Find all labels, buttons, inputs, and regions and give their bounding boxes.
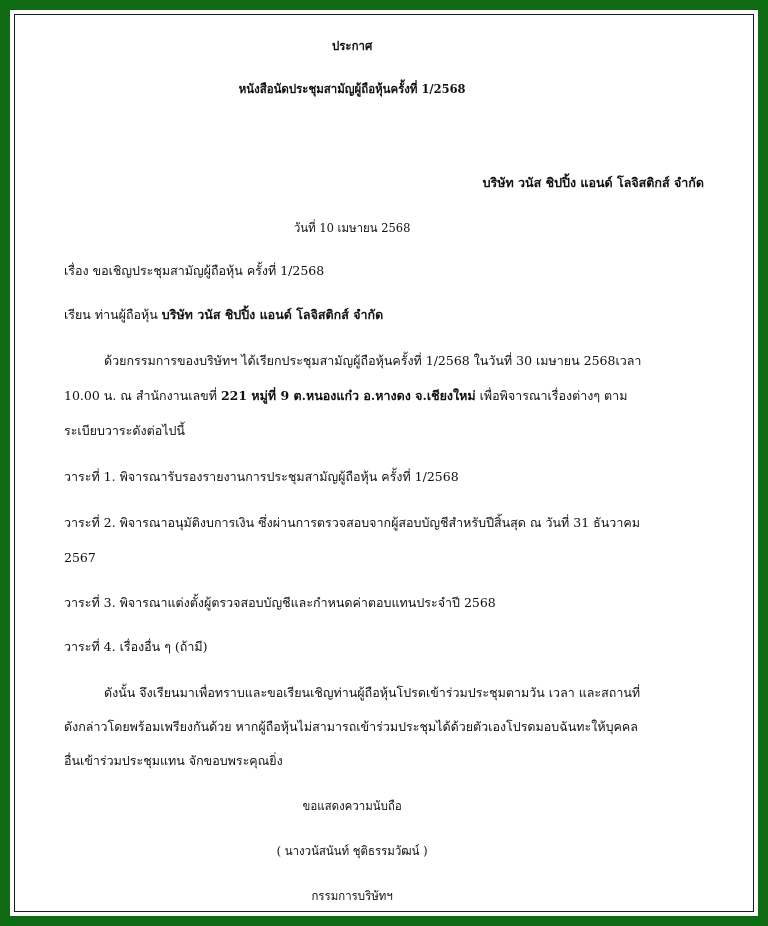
recipient-prefix: เรียน ท่านผู้ถือหุ้น xyxy=(64,307,162,322)
agenda-item-4: วาระที่ 4. เรื่องอื่น ๆ (ถ้ามี) xyxy=(64,639,208,654)
intro-time-venue: 10.00 น. ณ สำนักงานเลขที่ xyxy=(64,388,221,403)
recipient-company: บริษัท วนัส ชิปปิ้ง แอนด์ โลจิสติกส์ จำกัด xyxy=(161,307,384,322)
intro-purpose: เพื่อพิจารณาเรื่องต่างๆ ตาม xyxy=(475,388,628,403)
company-name: บริษัท วนัส ชิปปิ้ง แอนด์ โลจิสติกส์ จำกัด xyxy=(482,175,704,190)
signatory-name: ( นางวนัสนันท์ ชุติธรรมวัฒน์ ) xyxy=(276,843,428,858)
intro-line-3: ระเบียบวาระดังต่อไปนี้ xyxy=(64,423,185,438)
agenda-item-3: วาระที่ 3. พิจารณาแต่งตั้งผู้ตรวจสอบบัญชีและกำหนดค่าตอบแทนประจำปี 2568 xyxy=(64,595,496,610)
intro-line-1: ด้วยกรรมการของบริษัทฯ ได้เรียกประชุมสามัญผู้ถือหุ้นครั้งที่ 1/2568 ในวันที่ 30 เมษายน 2568เวลา xyxy=(104,353,642,368)
document-title: ประกาศ xyxy=(331,38,373,53)
signatory-position: กรรมการบริษัทฯ xyxy=(311,888,393,903)
signature-regards: ขอแสดงความนับถือ xyxy=(302,798,402,813)
closing-line-3: อื่นเข้าร่วมประชุมแทน จักขอบพระคุณยิ่ง xyxy=(64,753,283,768)
agenda-item-2-continued: 2567 xyxy=(64,550,96,565)
agenda-item-1: วาระที่ 1. พิจารณารับรองรายงานการประชุมสามัญผู้ถือหุ้น ครั้งที่ 1/2568 xyxy=(64,469,459,484)
closing-line-1: ดังนั้น จึงเรียนมาเพื่อทราบและขอเรียนเชิญท่านผู้ถือหุ้นโปรดเข้าร่วมประชุมตามวัน เวลา และสถานที่ xyxy=(104,685,641,700)
meeting-address: 221 หมู่ที่ 9 ต.หนองแก๋ว อ.หางดง จ.เชียงใหม่ xyxy=(220,388,476,403)
agenda-item-2: วาระที่ 2. พิจารณาอนุมัติงบการเงิน ซึ่งผ่านการตรวจสอบจากผู้สอบบัญชีสำหรับปีสิ้นสุด ณ วันที่ 31 ธันวาคม xyxy=(64,515,640,530)
document-date: วันที่ 10 เมษายน 2568 xyxy=(293,220,411,235)
subject-line: เรื่อง ขอเชิญประชุมสามัญผู้ถือหุ้น ครั้งที่ 1/2568 xyxy=(64,263,325,278)
document-subtitle: หนังสือนัดประชุมสามัญผู้ถือหุ้นครั้งที่ 1/2568 xyxy=(238,81,466,96)
intro-line-2 xyxy=(64,387,627,405)
recipient-line xyxy=(64,306,383,324)
closing-line-2: ดังกล่าวโดยพร้อมเพรียงกันด้วย หากผู้ถือหุ้นไม่สามารถเข้าร่วมประชุมได้ด้วยตัวเองโปรดมอบฉันทะให้บุคคล xyxy=(64,719,638,734)
